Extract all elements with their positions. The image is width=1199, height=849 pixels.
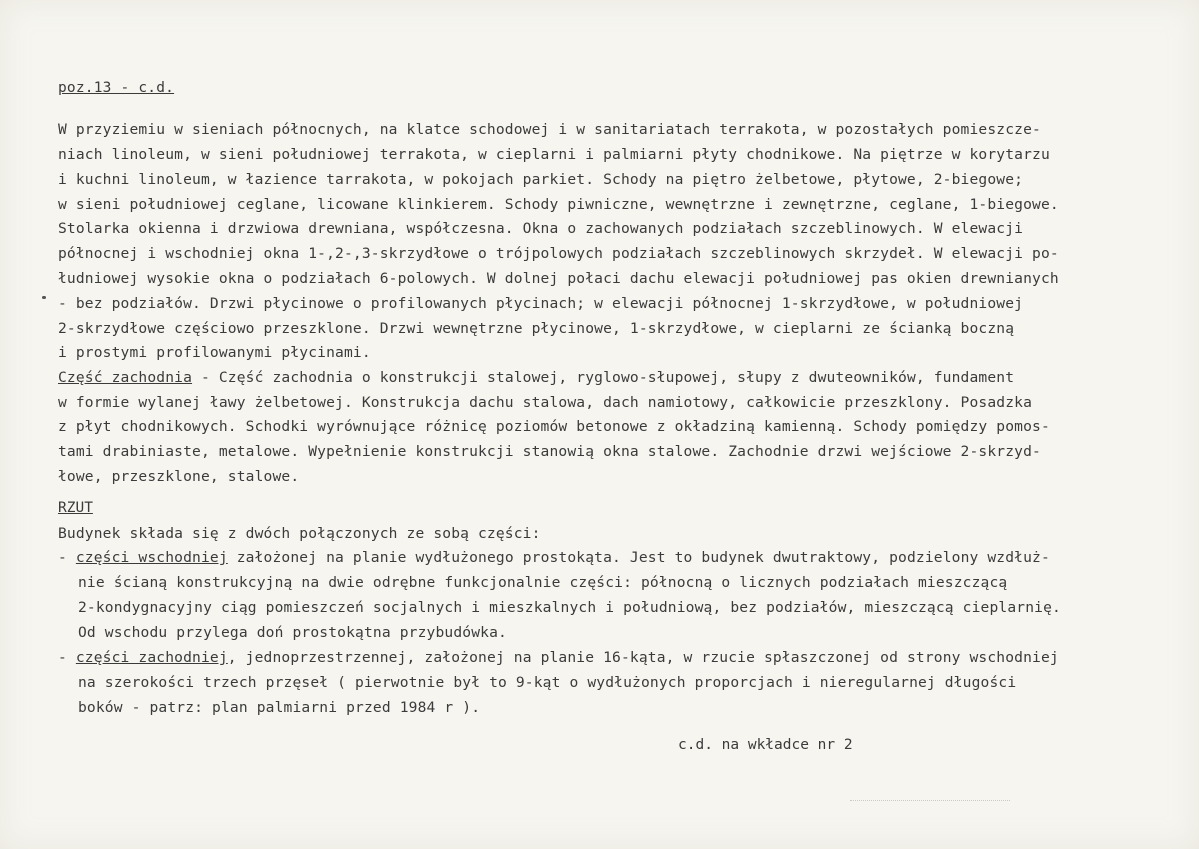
section-heading-rzut: RZUT — [58, 500, 93, 516]
text-line: 2-skrzydłowe częściowo przeszklone. Drzwi wewnętrzne płycinowe, 1-skrzydłowe, w cieplarni ze ścianką boczną — [58, 320, 1015, 337]
list-item — [58, 549, 1050, 566]
page-header: poz.13 - c.d. — [58, 80, 175, 96]
text-line: nie ścianą konstrukcyjną na dwie odrębne funkcjonalnie części: północną o licznych podziałach mieszczącą — [78, 574, 1008, 591]
text-line: na szerokości trzech przęseł ( pierwotnie był to 9-kąt o wydłużonych proporcjach i nieregularnej długości — [78, 674, 1017, 691]
text-line: północnej i wschodniej okna 1-,2-,3-skrzydłowe o trójpolowych podziałach szczeblinowych skrzydeł. W elewacji po- — [58, 245, 1059, 262]
text-line: łowe, przeszklone, stalowe. — [58, 468, 300, 485]
text-line: łudniowej wysokie okna o podziałach 6-polowych. W dolnej połaci dachu elewacji południowej pas okien drewnianych — [58, 270, 1059, 287]
list-dash: - — [58, 549, 76, 566]
text-line: z płyt chodnikowych. Schodki wyrównujące różnicę poziomów betonowe z okładziną kamienną. Schody pomiędzy pomos- — [58, 418, 1050, 435]
section-heading-czesc-zachodnia: Część zachodnia — [58, 369, 193, 386]
text-span: , jednoprzestrzennej, założonej na planie 16-kąta, w rzucie spłaszczonej od strony wschodniej — [227, 649, 1059, 666]
text-line: 2-kondygnacyjny ciąg pomieszczeń socjalnych i mieszkalnych i południową, bez podziałów, mieszczącą cieplarnię. — [78, 599, 1061, 616]
list-item — [58, 649, 1059, 666]
list-dash: - — [58, 649, 76, 666]
text-line: tami drabiniaste, metalowe. Wypełnienie konstrukcji stanowią okna stalowe. Zachodnie drzwi wejściowe 2-skrzyd- — [58, 443, 1041, 460]
text-line: - bez podziałów. Drzwi płycinowe o profilowanych płycinach; w elewacji północnej 1-skrzydłowe, w południowej — [58, 295, 1024, 312]
text-span: założonej na planie wydłużonego prostokąta. Jest to budynek dwutraktowy, podzielony wzdłuż- — [227, 549, 1050, 566]
item-heading-czesci-zachodniej: części zachodniej — [75, 649, 228, 666]
text-line: Od wschodu przylega doń prostokątna przybudówka. — [78, 624, 507, 641]
text-line: w formie wylanej ławy żelbetowej. Konstrukcja dachu stalowa, dach namiotowy, całkowicie przeszklony. Posadzka — [58, 394, 1033, 411]
text-span: - Część zachodnia o konstrukcji stalowej, ryglowo-słupowej, słupy z dwuteowników, fundament — [192, 369, 1015, 386]
text-line — [58, 369, 1014, 386]
paper-artifact — [850, 800, 1010, 802]
text-line: Budynek składa się z dwóch połączonych ze sobą części: — [58, 525, 541, 542]
text-line: W przyziemiu w sieniach północnych, na klatce schodowej i w sanitariatach terrakota, w pozostałych pomieszcze- — [58, 121, 1041, 138]
ink-mark — [42, 296, 46, 299]
text-line: niach linoleum, w sieni południowej terrakota, w cieplarni i palmiarni płyty chodnikowe. Na piętrze w korytarzu — [58, 146, 1050, 163]
item-heading-czesci-wschodniej: części wschodniej — [75, 549, 228, 566]
text-line: boków - patrz: plan palmiarni przed 1984 r ). — [78, 699, 481, 716]
text-line: Stolarka okienna i drzwiowa drewniana, współczesna. Okna o zachowanych podziałach szczeblinowych. W elewacji — [58, 220, 1024, 237]
continuation-note: c.d. na wkładce nr 2 — [678, 737, 853, 753]
text-line: w sieni południowej ceglane, licowane klinkierem. Schody piwniczne, wewnętrzne i zewnętrzne, ceglane, 1-biegowe. — [58, 196, 1059, 213]
text-line: i prostymi profilowanymi płycinami. — [58, 344, 371, 361]
text-line: i kuchni linoleum, w łazience tarrakota, w pokojach parkiet. Schody na piętro żelbetowe, płytowe, 2-biegowe; — [58, 171, 1024, 188]
